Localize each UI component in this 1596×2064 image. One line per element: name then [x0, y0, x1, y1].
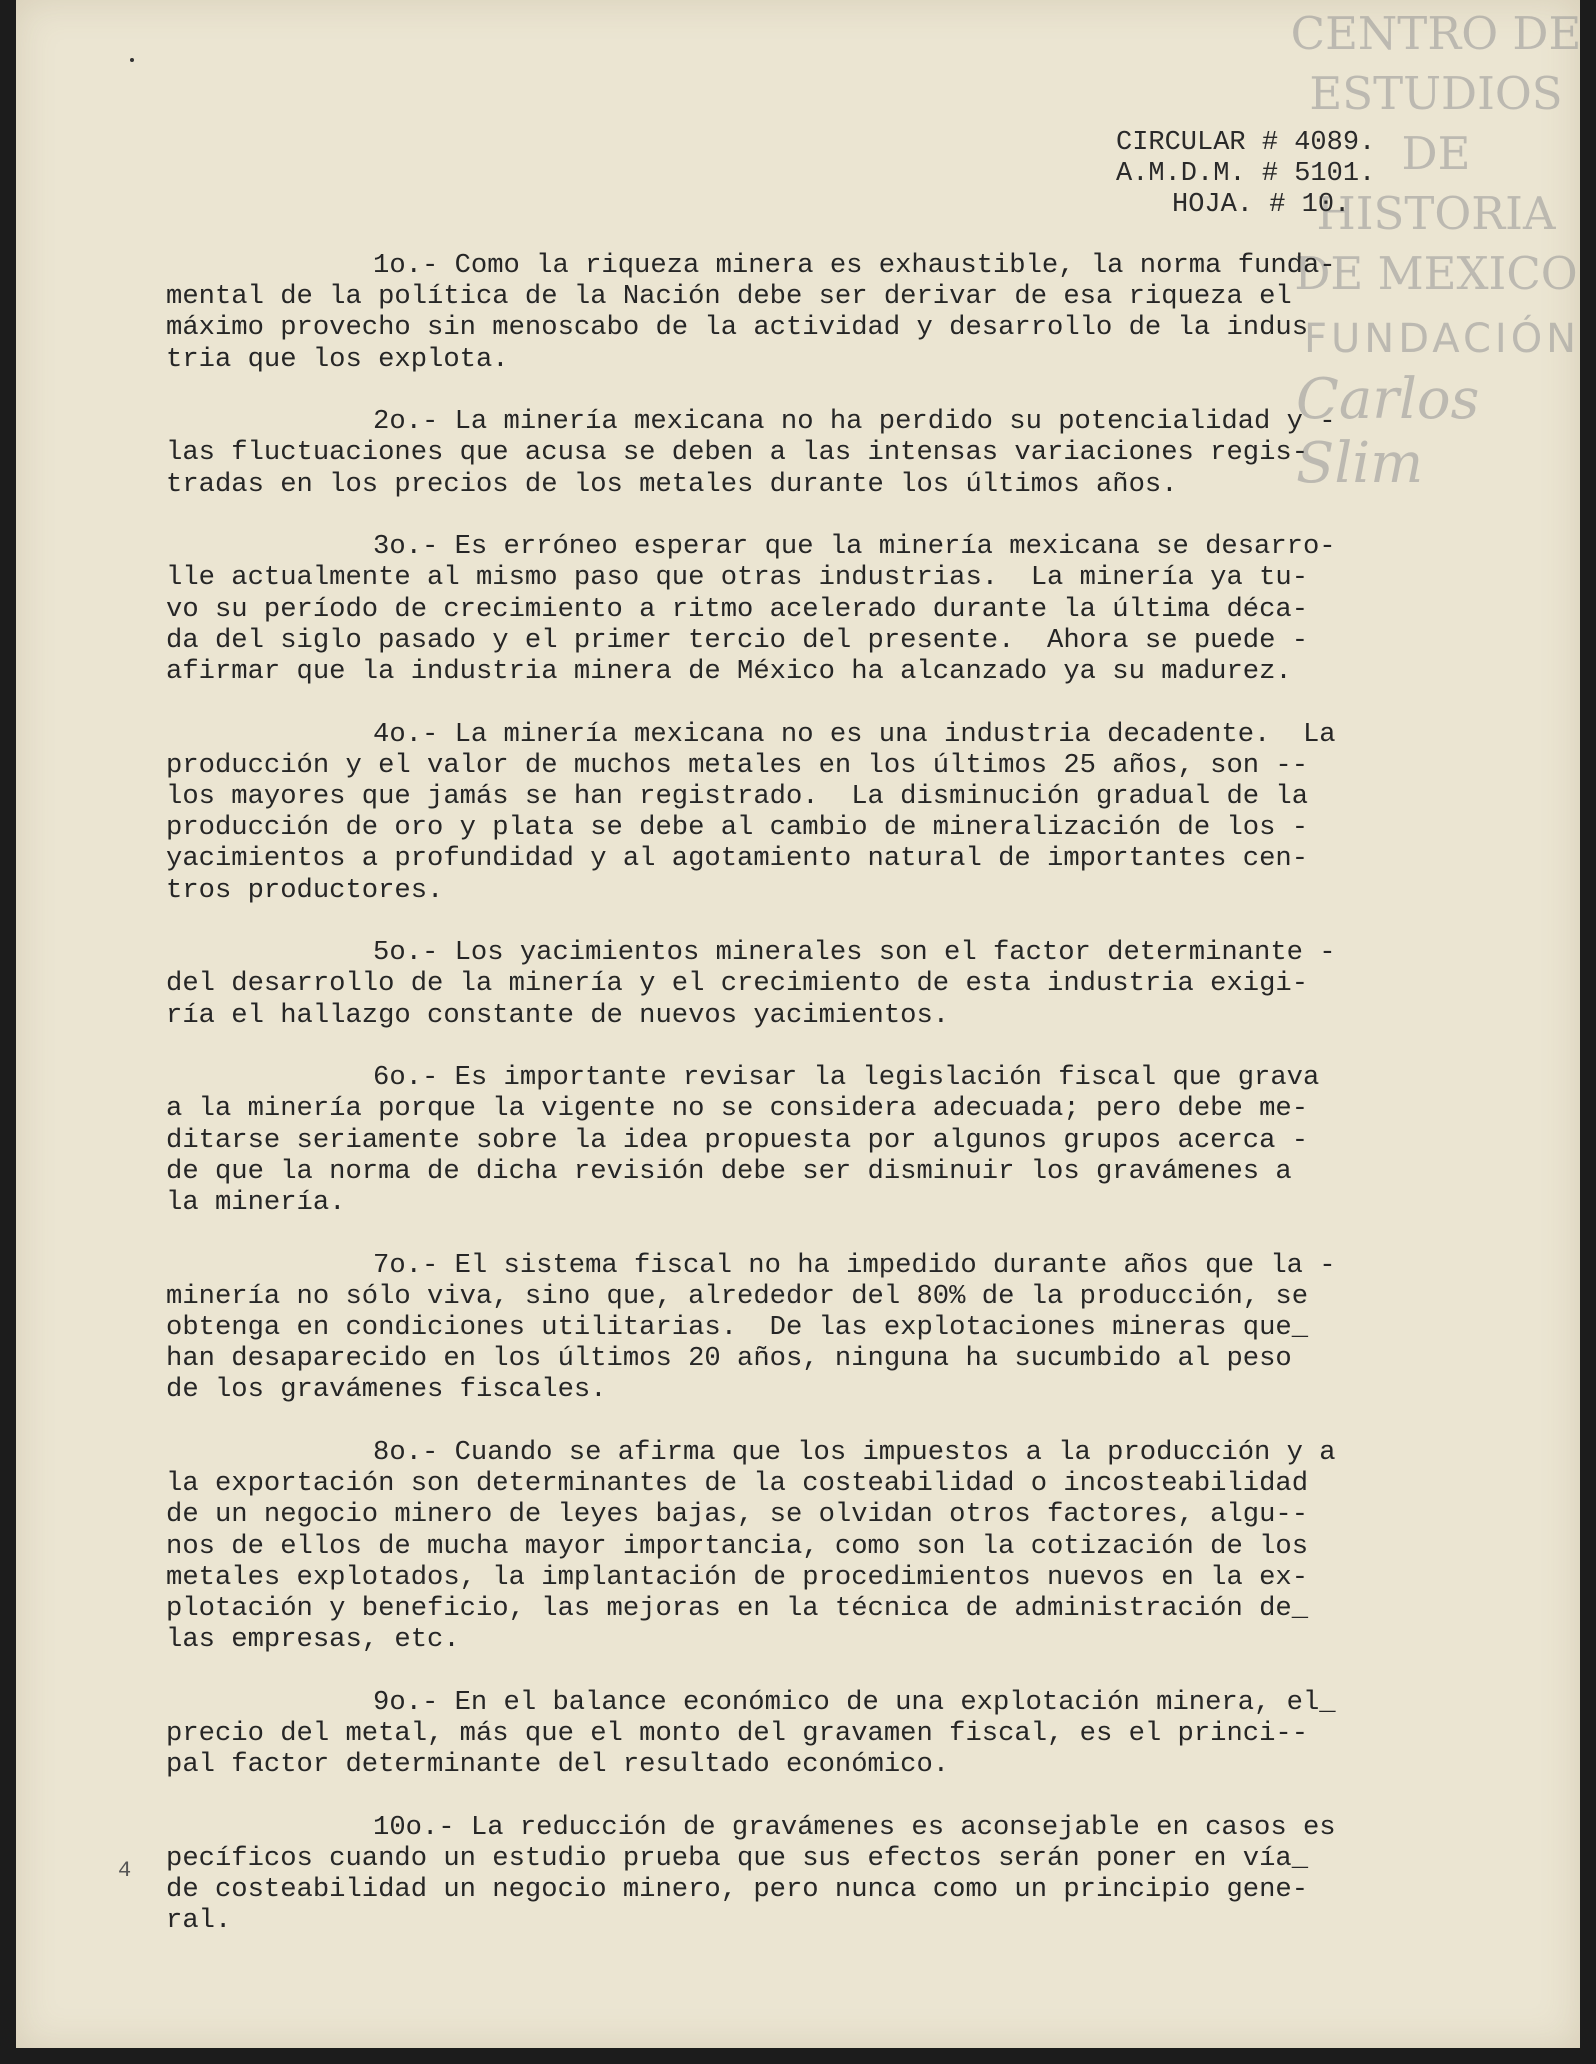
paragraph-3: [166, 531, 1486, 687]
text-line: metales explotados, la implantación de procedimientos nuevos en la ex-: [166, 1561, 1309, 1593]
document-header: [1116, 128, 1496, 221]
text-line: de que la norma de dicha revisión debe ser disminuir los gravámenes a: [166, 1155, 1292, 1187]
text-line: obtenga en condiciones utilitarias. De las explotaciones mineras que_: [166, 1312, 1309, 1344]
text-line: pecíficos cuando un estudio prueba que sus efectos serán poner en vía_: [166, 1843, 1309, 1875]
text-line: da del siglo pasado y el primer tercio del presente. Ahora se puede -: [166, 624, 1309, 656]
text-line: producción y el valor de muchos metales en los últimos 25 años, son --: [166, 749, 1309, 781]
text-line: 5o.- Los yacimientos minerales son el factor determinante -: [373, 937, 1336, 969]
text-line: mental de la política de la Nación debe ser derivar de esa riqueza el: [166, 281, 1292, 313]
paragraph-8: [166, 1437, 1486, 1655]
text-line: los mayores que jamás se han registrado. La disminución gradual de la: [166, 781, 1309, 813]
text-line: 4o.- La minería mexicana no es una industria decadente. La: [373, 718, 1336, 750]
watermark-line-5: FUNDACIÓN: [1304, 316, 1581, 362]
watermark-line-1: CENTRO DE: [1290, 7, 1582, 60]
text-line: vo su período de crecimiento a ritmo acelerado durante la última déca-: [166, 593, 1309, 625]
text-line: tria que los explota.: [166, 343, 509, 375]
text-line: las empresas, etc.: [166, 1624, 460, 1656]
paragraph-6: [166, 1062, 1486, 1218]
text-line: afirmar que la industria minera de México ha alcanzado ya su madurez.: [166, 656, 1292, 688]
text-line: tros productores.: [166, 874, 444, 906]
text-line: precio del metal, más que el monto del gravamen fiscal, es el princi--: [166, 1718, 1309, 1750]
text-line: de costeabilidad un negocio minero, pero nunca como un principio gene-: [166, 1874, 1309, 1906]
text-line: ral.: [166, 1905, 232, 1937]
text-line: 10o.- La reducción de gravámenes es aconsejable en casos es: [373, 1811, 1336, 1843]
text-line: 7o.- El sistema fiscal no ha impedido durante años que la -: [373, 1249, 1336, 1281]
text-line: ditarse seriamente sobre la idea propuesta por algunos grupos acerca -: [166, 1124, 1309, 1156]
text-line: 1o.- Como la riqueza minera es exhaustible, la norma funda-: [373, 250, 1336, 281]
text-line: tradas en los precios de los metales durante los últimos años.: [166, 468, 1178, 500]
text-line: la exportación son determinantes de la costeabilidad o incosteabilidad: [166, 1468, 1309, 1500]
paragraph-4: [166, 719, 1486, 906]
text-line: a la minería porque la vigente no se considera adecuada; pero debe me-: [166, 1093, 1309, 1125]
text-line: han desaparecido en los últimos 20 años, ninguna ha sucumbido al peso: [166, 1343, 1292, 1375]
watermark-line-4: DE MEXICO: [1294, 247, 1578, 300]
text-line: ría el hallazgo constante de nuevos yacimientos.: [166, 999, 950, 1031]
text-line: yacimientos a profundidad y al agotamiento natural de importantes cen-: [166, 843, 1309, 875]
text-line: las fluctuaciones que acusa se deben a las intensas variaciones regis-: [166, 437, 1309, 469]
text-line: producción de oro y plata se debe al cambio de mineralización de los -: [166, 812, 1309, 844]
margin-mark: 4: [118, 1858, 132, 1883]
sheet-number: HOJA. # 10.: [1172, 190, 1351, 220]
paragraph-5: [166, 937, 1486, 1031]
text-line: minería no sólo viva, sino que, alrededor del 80% de la producción, se: [166, 1280, 1309, 1312]
text-line: máximo provecho sin menoscabo de la actividad y desarrollo de la indus: [166, 312, 1309, 344]
text-line: lle actualmente al mismo paso que otras industrias. La minería ya tu-: [166, 562, 1309, 594]
text-line: 2o.- La minería mexicana no ha perdido su potencialidad y -: [373, 406, 1336, 438]
text-line: nos de ellos de mucha mayor importancia, como son la cotización de los: [166, 1530, 1309, 1562]
text-line: 6o.- Es importante revisar la legislación fiscal que grava: [373, 1062, 1320, 1094]
watermark-signature: Carlos Slim: [1296, 367, 1480, 496]
paragraph-10: [166, 1812, 1486, 1937]
ink-speck: [130, 58, 134, 62]
paragraph-7: [166, 1250, 1486, 1406]
text-line: la minería.: [166, 1187, 346, 1219]
text-line: pal factor determinante del resultado económico.: [166, 1749, 950, 1781]
text-line: del desarrollo de la minería y el crecimiento de esta industria exigi-: [166, 968, 1309, 1000]
text-line: de los gravámenes fiscales.: [166, 1374, 607, 1406]
text-line: de un negocio minero de leyes bajas, se olvidan otros factores, algu--: [166, 1499, 1309, 1531]
amdm-number: A.M.D.M. # 5101.: [1116, 159, 1376, 189]
paragraph-9: [166, 1687, 1486, 1781]
circular-number: CIRCULAR # 4089.: [1116, 128, 1376, 158]
paragraph-2: [166, 406, 1486, 500]
watermark-line-3: DE HISTORIA: [1316, 127, 1556, 240]
paragraph-1: [166, 250, 1486, 375]
text-line: plotación y beneficio, las mejoras en la técnica de administración de_: [166, 1593, 1309, 1625]
document-page: [16, 0, 1580, 2048]
text-line: 3o.- Es erróneo esperar que la minería mexicana se desarro-: [373, 531, 1336, 563]
text-line: 8o.- Cuando se afirma que los impuestos a la producción y a: [373, 1437, 1336, 1469]
watermark-line-2: ESTUDIOS: [1309, 67, 1563, 120]
text-line: 9o.- En el balance económico de una explotación minera, el_: [373, 1686, 1336, 1718]
document-body: [166, 250, 1486, 1968]
